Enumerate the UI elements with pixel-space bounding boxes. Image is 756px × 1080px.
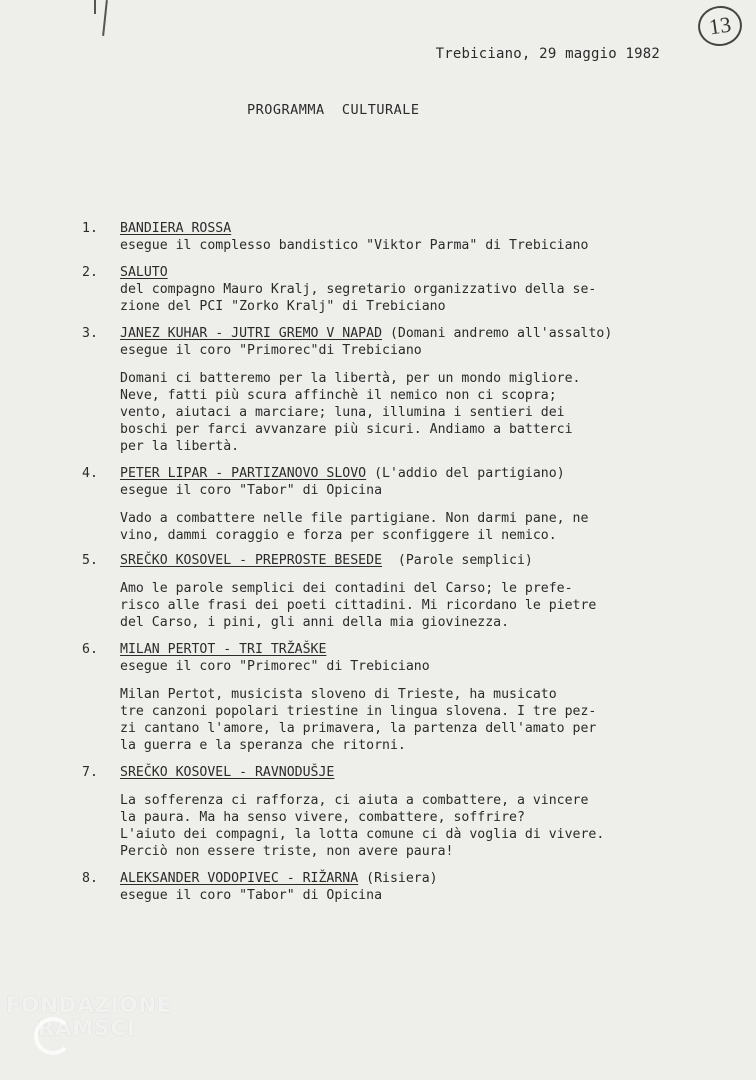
description-line: la paura. Ma ha senso vivere, combattere, soffrire? [120, 810, 525, 825]
description-line: boschi per farci avvanzare più sicuri. Andiamo a batterci [120, 422, 573, 437]
item-heading [120, 870, 714, 887]
description-line: Milan Pertot, musicista sloveno di Trieste, ha musicato [120, 687, 557, 702]
item-title-underlined: JANEZ KUHAR - JUTRI GREMO V NAPAD [120, 326, 383, 341]
item-description [120, 370, 714, 455]
watermark-line1: FONDAZIONE [6, 993, 173, 1017]
program-item [82, 552, 714, 631]
program-item [82, 641, 714, 754]
item-number: 5. [82, 553, 98, 568]
item-title-underlined: ALEKSANDER VODOPIVEC - RIŽARNA [120, 871, 359, 886]
item-title-underlined: MILAN PERTOT - TRI TRŽAŠKE [120, 642, 327, 657]
item-subline: esegue il coro "Primorec"di Trebiciano [120, 343, 422, 358]
program-item [82, 465, 714, 544]
item-title-underlined: PETER LIPAR - PARTIZANOVO SLOVO [120, 466, 367, 481]
program-item [82, 870, 714, 904]
item-subline: esegue il coro "Primorec" di Trebiciano [120, 659, 430, 674]
description-line: risco alle frasi dei poeti cittadini. Mi ricordano le pietre [120, 598, 597, 613]
item-title-underlined: BANDIERA ROSSA [120, 221, 232, 236]
fondazione-gramsci-watermark [6, 995, 172, 1039]
item-description [120, 580, 714, 631]
item-title-translation: (Parole semplici) [382, 553, 533, 568]
description-line: Amo le parole semplici dei contadini del Carso; le prefe- [120, 581, 573, 596]
item-heading [120, 641, 714, 658]
program-item [82, 220, 714, 254]
item-number: 7. [82, 765, 98, 780]
item-description [120, 686, 714, 754]
item-title-translation: (L'addio del partigiano) [366, 466, 565, 481]
item-subline: esegue il complesso bandistico "Viktor Parma" di Trebiciano [120, 238, 589, 253]
item-heading [120, 465, 714, 482]
document-date: Trebiciano, 29 maggio 1982 [435, 46, 660, 62]
description-line: Neve, fatti più scura affinchè il nemico non ci scopra; [120, 388, 557, 403]
description-line: vento, aiutaci a marciare; luna, illumina i sentieri dei [120, 405, 565, 420]
item-number: 6. [82, 642, 98, 657]
document-title: PROGRAMMA CULTURALE [247, 102, 420, 118]
item-title-translation: (Domani andremo all'assalto) [382, 326, 613, 341]
item-description [120, 792, 714, 860]
description-line: L'aiuto dei compagni, la lotta comune ci dà voglia di vivere. [120, 827, 605, 842]
item-subline: del compagno Mauro Kralj, segretario organizzativo della se- [120, 282, 597, 297]
description-line: zi cantano l'amore, la primavera, la partenza dell'amato per [120, 721, 597, 736]
item-subline: esegue il coro "Tabor" di Opicina [120, 888, 383, 903]
program-item [82, 325, 714, 455]
item-number: 1. [82, 221, 98, 236]
program-item [82, 264, 714, 315]
item-title-underlined: SALUTO [120, 265, 168, 280]
item-heading [120, 552, 714, 569]
item-number: 3. [82, 326, 98, 341]
watermark-line2: RAMSCI [38, 1016, 136, 1040]
description-line: tre canzoni popolari triestine in lingua slovena. I tre pez- [120, 704, 597, 719]
item-description [120, 510, 714, 544]
page-number-circle: 13 [695, 3, 744, 49]
item-title-translation: (Risiera) [358, 871, 438, 886]
program-item [82, 764, 714, 860]
item-heading [120, 264, 714, 281]
item-subline: esegue il coro "Tabor" di Opicina [120, 483, 383, 498]
program-list [82, 220, 714, 914]
description-line: Vado a combattere nelle file partigiane. Non darmi pane, ne [120, 511, 589, 526]
description-line: Perciò non essere triste, non avere paura! [120, 844, 454, 859]
item-title-underlined: SREČKO KOSOVEL - RAVNODUŠJE [120, 765, 335, 780]
item-heading [120, 220, 714, 237]
description-line: vino, dammi coraggio e forza per sconfiggere il nemico. [120, 528, 557, 543]
description-line: Domani ci batteremo per la libertà, per un mondo migliore. [120, 371, 581, 386]
pen-marks [90, 0, 114, 38]
item-subline: zione del PCI "Zorko Kralj" di Trebiciano [120, 299, 446, 314]
description-line: la guerra e la speranza che ritorni. [120, 738, 406, 753]
description-line: del Carso, i pini, gli anni della mia giovinezza. [120, 615, 510, 630]
description-line: per la libertà. [120, 439, 240, 454]
watermark-g-logo-icon [34, 1017, 72, 1055]
item-number: 2. [82, 265, 98, 280]
item-number: 8. [82, 871, 98, 886]
item-title-underlined: SREČKO KOSOVEL - PREPROSTE BESEDE [120, 553, 383, 568]
item-heading [120, 764, 714, 781]
item-heading [120, 325, 714, 342]
description-line: La sofferenza ci rafforza, ci aiuta a combattere, a vincere [120, 793, 589, 808]
item-number: 4. [82, 466, 98, 481]
